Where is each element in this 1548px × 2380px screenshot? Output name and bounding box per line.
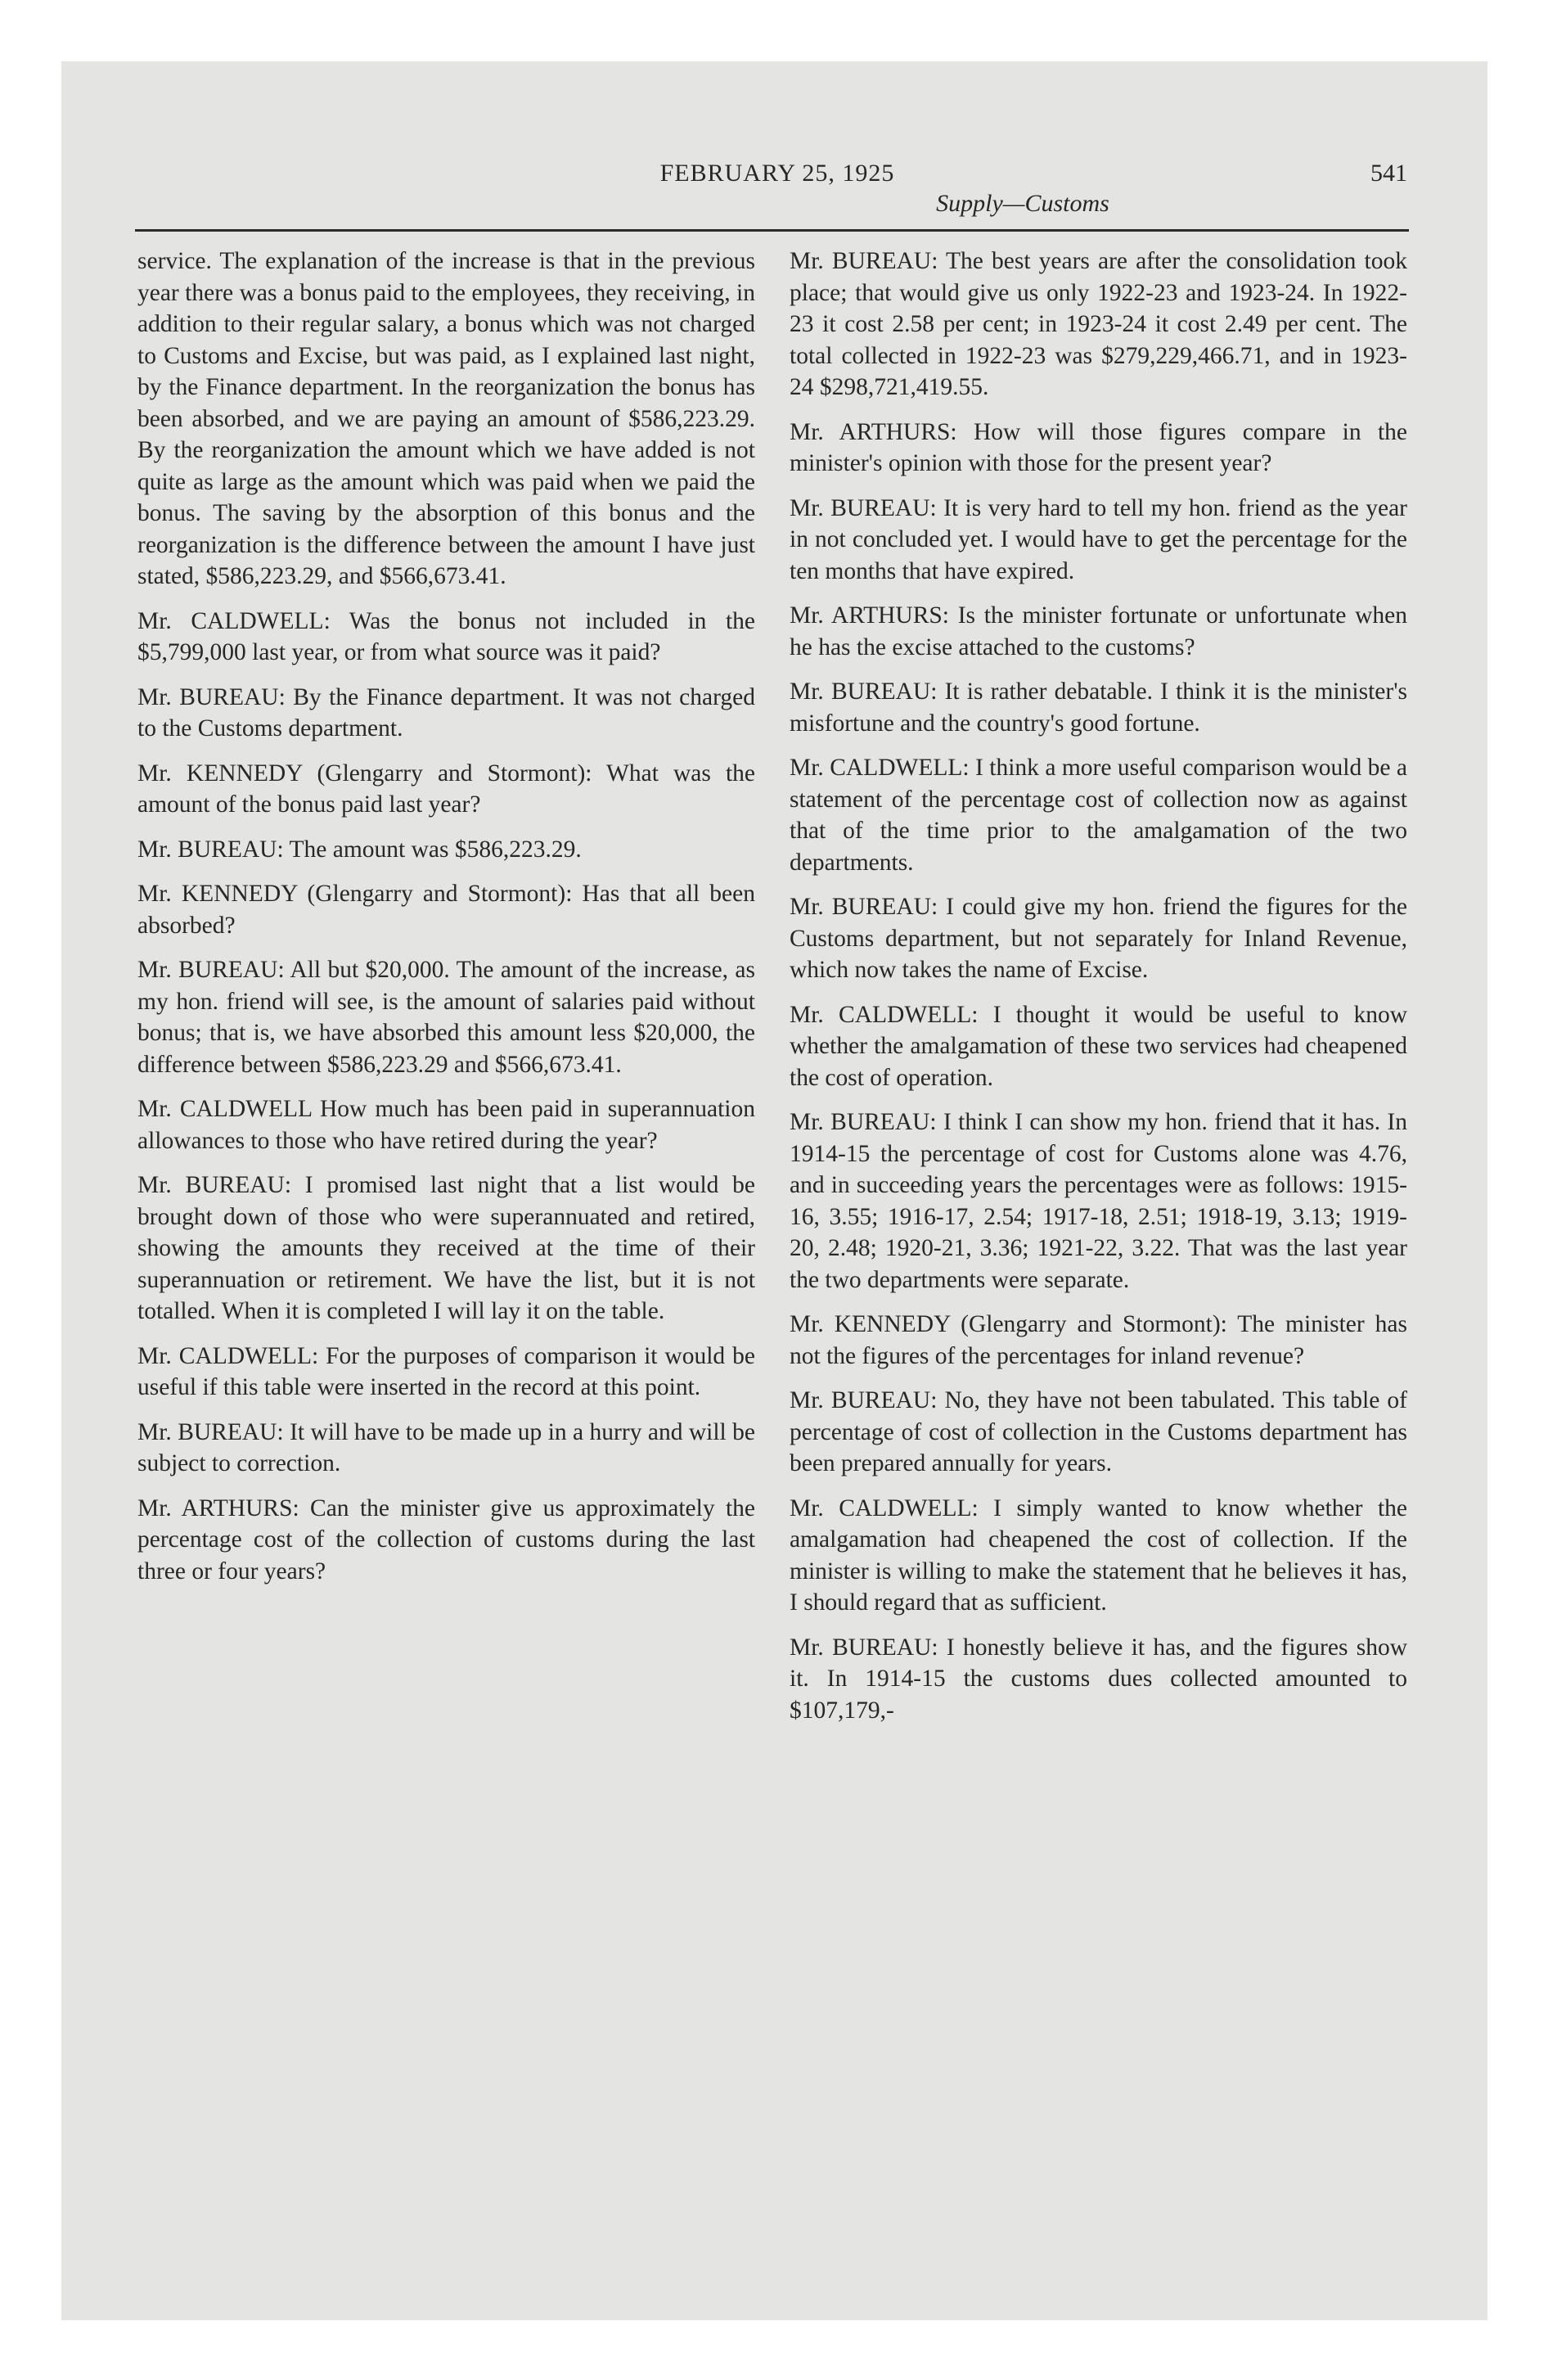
paragraph: Mr. BUREAU: It will have to be made up in a hurry and will be subject to correction. [137, 1418, 755, 1476]
paragraph: Mr. CALDWELL: I think a more useful comparison would be a statement of the percentage cost of collection now as against that of the time prior to the amalgamation of the two departments. [790, 755, 1407, 876]
header-divider [135, 229, 1409, 232]
paragraph: Mr. KENNEDY (Glengarry and Stormont): Has that all been absorbed? [137, 881, 755, 939]
paragraph: Mr. ARTHURS: How will those figures compare in the minister's opinion with those for the present year? [790, 418, 1407, 476]
paragraph: Mr. BUREAU: The best years are after the consolidation took place; that would give us only 1922-23 and 1923-24. In 1922-23 it cost 2.58 per cent; in 1923-24 it cost 2.49 per cent. The total collected in 1922-23 was $279,229,466.71, and in 1923-24 $298,721,419.55. [790, 248, 1407, 400]
paragraph: Mr. BUREAU: All but $20,000. The amount of the increase, as my hon. friend will see, is the amount of salaries paid without bonus; that is, we have absorbed this amount less $20,000, the difference between $586,223.29 and $566,673.41. [137, 957, 755, 1078]
page-header-section: Supply—Customs [936, 190, 1109, 217]
paragraph: Mr. BUREAU: It is rather debatable. I think it is the minister's misfortune and the country's good fortune. [790, 678, 1407, 737]
paragraph: Mr. KENNEDY (Glengarry and Stormont): The minister has not the figures of the percentages for inland revenue? [790, 1311, 1407, 1369]
paragraph: Mr. ARTHURS: Can the minister give us approximately the percentage cost of the collection of customs during the last three or four years? [137, 1494, 755, 1584]
paragraph: Mr. CALDWELL: Was the bonus not included in the $5,799,000 last year, or from what source was it paid? [137, 607, 755, 665]
paragraph: Mr. BUREAU: No, they have not been tabulated. This table of percentage of cost of collection in the Customs department has been prepared annually for years. [790, 1387, 1407, 1476]
paragraph: Mr. CALDWELL: I simply wanted to know whether the amalgamation had cheapened the cost of collection. If the minister is willing to make the statement that he believes it has, I should regard that as sufficient. [790, 1494, 1407, 1616]
page-number: 541 [1370, 160, 1407, 187]
paragraph: Mr. BUREAU: I could give my hon. friend the figures for the Customs department, but not separately for Inland Revenue, which now takes the name of Excise. [790, 894, 1407, 983]
paragraph: Mr. BUREAU: I think I can show my hon. friend that it has. In 1914-15 the percentage of cost for Customs alone was 4.76, and in succeeding years the percentages were as follows: 1915-16, 3.55; 1916-17, 2.54; 1917-18, 2.51; 1918-19, 3.13; 1919-20, 2.48; 1920-21, 3.36; 1921-22, 3.22. That was the last year the two departments were separate. [790, 1109, 1407, 1293]
paragraph: Mr. CALDWELL: For the purposes of comparison it would be useful if this table were inserted in the record at this point. [137, 1342, 755, 1400]
paragraph: Mr. KENNEDY (Glengarry and Stormont): What was the amount of the bonus paid last year? [137, 760, 755, 818]
page-header-date: FEBRUARY 25, 1925 [659, 160, 895, 187]
paragraph: Mr. BUREAU: I promised last night that a list would be brought down of those who were superannuated and retired, showing the amounts they received at the time of their superannuation or retirement. We have the list, but it is not totalled. When it is completed I will lay it on the table. [137, 1172, 755, 1324]
paragraph: Mr. BUREAU: By the Finance department. It was not charged to the Customs department. [137, 683, 755, 741]
paragraph: Mr. BUREAU: I honestly believe it has, and the figures show it. In 1914-15 the customs dues collected amounted to $107,179,- [790, 1634, 1407, 1724]
paragraph: Mr. BUREAU: It is very hard to tell my hon. friend as the year in not concluded yet. I would have to get the percentage for the ten months that have expired. [790, 494, 1407, 584]
paragraph: service. The explanation of the increase is that in the previous year there was a bonus paid to the employees, they receiving, in addition to their regular salary, a bonus which was not charged to Customs and Excise, but was paid, as I explained last night, by the Finance department. In the reorganization the bonus has been absorbed, and we are paying an amount of $586,223.29. By the reorganization the amount which we have added is not quite as large as the amount which was paid when we paid the bonus. The saving by the absorption of this bonus and the reorganization is the difference between the amount I have just stated, $586,223.29, and $566,673.41. [137, 248, 755, 589]
left-column [137, 246, 755, 1600]
paragraph: Mr. ARTHURS: Is the minister fortunate or unfortunate when he has the excise attached to the customs? [790, 602, 1407, 660]
right-column [790, 246, 1407, 1739]
paragraph: Mr. CALDWELL: I thought it would be useful to know whether the amalgamation of these two services had cheapened the cost of operation. [790, 1001, 1407, 1091]
paragraph: Mr. CALDWELL How much has been paid in superannuation allowances to those who have retired during the year? [137, 1096, 755, 1154]
paragraph: Mr. BUREAU: The amount was $586,223.29. [137, 836, 582, 863]
